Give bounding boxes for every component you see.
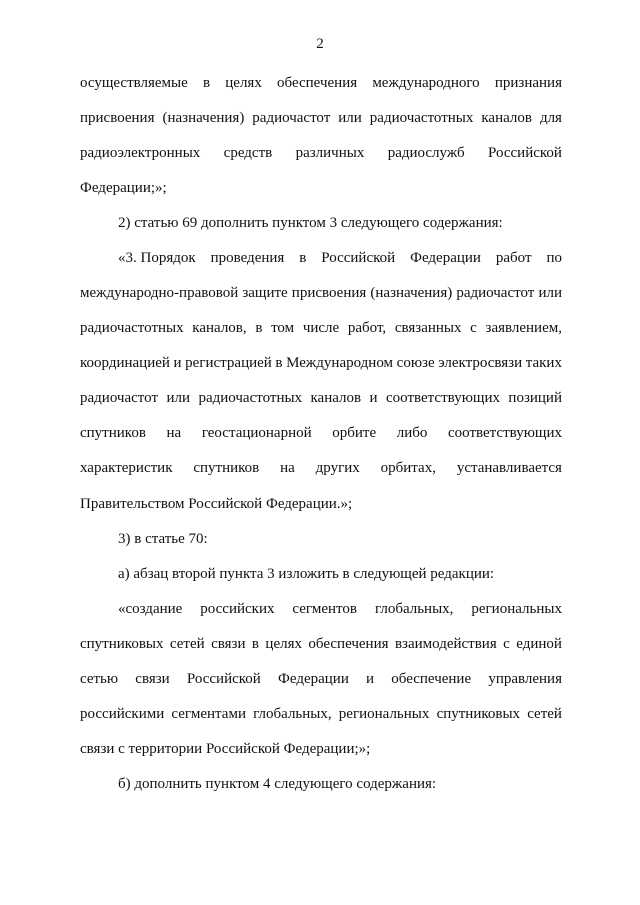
word: Российской <box>321 250 396 266</box>
word: и <box>366 671 375 687</box>
word: региональных <box>471 601 562 617</box>
word: геостационарной <box>201 425 312 441</box>
word: по <box>546 250 562 266</box>
word: присвоения <box>80 110 155 126</box>
word: различных <box>295 145 365 161</box>
word: (назначения) <box>370 285 453 301</box>
word: Федерации <box>410 250 481 266</box>
word: в <box>251 636 259 652</box>
word: спутниковых <box>80 636 164 652</box>
text-line <box>80 283 562 303</box>
word: целях <box>225 75 262 91</box>
word: других <box>315 460 360 476</box>
word: том <box>271 320 295 336</box>
word: радиоэлектронных <box>80 145 201 161</box>
text-line <box>80 143 562 163</box>
word: с <box>470 320 477 336</box>
text-line <box>80 73 562 93</box>
word: каналов <box>310 390 362 406</box>
text-line: связи с территории Российской Федерации;»; <box>80 741 371 757</box>
text-line <box>80 108 562 128</box>
word: регистрацией <box>185 355 272 371</box>
word: российских <box>200 601 275 617</box>
text-line: а) абзац второй пункта 3 изложить в следующей редакции: <box>118 566 495 582</box>
word: радиочастот <box>80 390 159 406</box>
word: радиочастот <box>252 110 331 126</box>
word: спутниковых <box>436 706 521 722</box>
word: российскими <box>80 706 165 722</box>
word: Российской <box>186 671 261 687</box>
word: «3. Порядок <box>118 250 196 266</box>
word: на <box>280 460 295 476</box>
word: или <box>538 285 562 301</box>
word: для <box>539 110 562 126</box>
word: радиочастотных <box>369 110 474 126</box>
text-line: б) дополнить пунктом 4 следующего содержания: <box>118 776 437 792</box>
word: сегментами <box>171 706 246 722</box>
word: обеспечения <box>277 75 358 91</box>
word: таких <box>525 355 562 371</box>
word: глобальных, <box>374 601 454 617</box>
word: координацией <box>80 355 170 371</box>
word: спутников <box>80 425 146 441</box>
word: целях <box>265 636 302 652</box>
text-line <box>80 458 562 478</box>
text-line <box>118 599 562 619</box>
word: заявлением, <box>485 320 562 336</box>
text-line <box>80 423 562 443</box>
word: орбитах, <box>380 460 436 476</box>
page-number: 2 <box>316 36 324 52</box>
word: защите <box>242 285 288 301</box>
word: сетью <box>80 671 119 687</box>
word: или <box>338 110 362 126</box>
text-line <box>80 318 562 338</box>
word: в <box>275 355 283 371</box>
word: работ <box>495 250 532 266</box>
word: на <box>166 425 182 441</box>
word: присвоения <box>291 285 367 301</box>
word: международного <box>372 75 480 91</box>
word: радиочастот <box>456 285 535 301</box>
word: глобальных, <box>253 706 332 722</box>
word: Федерации <box>278 671 349 687</box>
text-line <box>80 388 562 408</box>
text-line <box>118 248 562 268</box>
word: числе <box>302 320 340 336</box>
word: «создание <box>118 601 183 617</box>
word: связи <box>135 671 170 687</box>
text-line <box>80 704 562 724</box>
text-line: Правительством Российской Федерации.»; <box>80 496 353 512</box>
word: признания <box>494 75 562 91</box>
word: осуществляемые <box>80 75 188 91</box>
word: соответствующих <box>386 390 500 406</box>
word: международно-правовой <box>80 285 239 301</box>
word: проведения <box>210 250 285 266</box>
text-line: Федерации;»; <box>80 180 167 196</box>
word: радиочастотных <box>198 390 303 406</box>
word: в <box>202 75 211 91</box>
word: или <box>166 390 190 406</box>
word: позиций <box>508 390 562 406</box>
word: радиочастотных <box>80 320 184 336</box>
word: обеспечения <box>308 636 389 652</box>
word: работ, <box>347 320 387 336</box>
word: орбите <box>332 425 377 441</box>
word: взаимодействия <box>394 636 497 652</box>
word: и <box>369 390 378 406</box>
word: сегментов <box>292 601 357 617</box>
text-line <box>80 634 562 654</box>
word: Российской <box>488 145 562 161</box>
word: управления <box>488 671 562 687</box>
text-line <box>80 669 562 689</box>
word: каналов <box>481 110 532 126</box>
word: связи <box>211 636 246 652</box>
word: радиослужб <box>387 145 465 161</box>
word: средств <box>223 145 273 161</box>
word: обеспечение <box>391 671 472 687</box>
text-line: 3) в статье 70: <box>118 531 208 547</box>
word: связанных <box>394 320 462 336</box>
word: либо <box>396 425 428 441</box>
word: сетей <box>169 636 205 652</box>
word: и <box>173 355 182 371</box>
word: устанавливается <box>456 460 562 476</box>
text-line: 2) статью 69 дополнить пунктом 3 следующего содержания: <box>118 215 503 231</box>
word: единой <box>516 636 562 652</box>
word: с <box>503 636 510 652</box>
word: региональных <box>338 706 430 722</box>
word: (назначения) <box>162 110 245 126</box>
word: электросвязи <box>438 355 523 371</box>
word: Международном <box>286 355 394 371</box>
word: каналов, <box>192 320 247 336</box>
text-line <box>80 353 562 373</box>
word: в <box>255 320 263 336</box>
word: соответствующих <box>448 425 562 441</box>
word: в <box>299 250 307 266</box>
word: характеристик <box>80 460 173 476</box>
word: сетей <box>527 706 562 722</box>
word: спутников <box>193 460 260 476</box>
word: союзе <box>396 355 435 371</box>
